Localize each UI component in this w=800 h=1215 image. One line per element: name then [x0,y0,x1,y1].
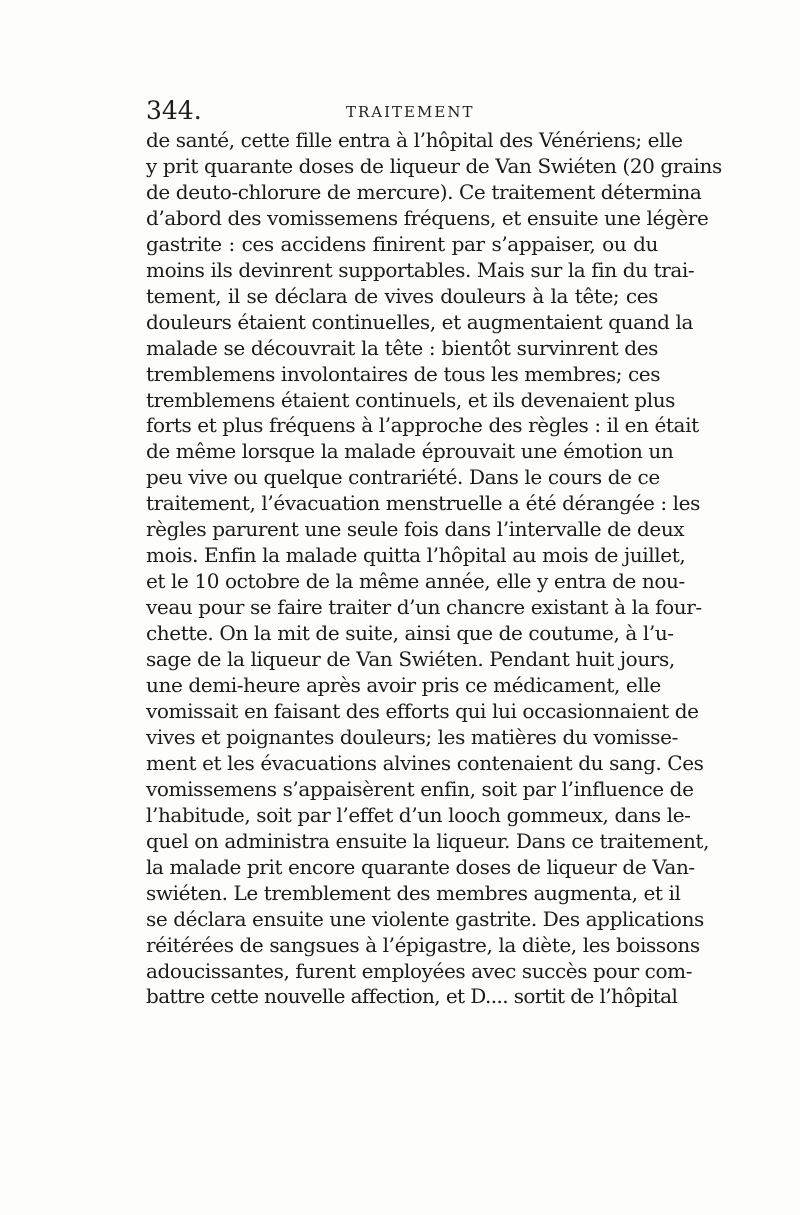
text-line: peu vive ou quelque contrariété. Dans le cours de ce [146,465,660,490]
text-line: de même lorsque la malade éprouvait une émotion un [146,439,674,464]
text-line: veau pour se faire traiter d’un chancre existant à la four- [146,595,702,620]
text-line: adoucissantes, furent employées avec succès pour com- [146,958,693,983]
text-line: la malade prit encore quarante doses de liqueur de Van- [146,854,695,879]
text-line: gastrite : ces accidens finirent par s’appaiser, ou du [146,231,658,256]
text-line: tremblemens involontaires de tous les membres; ces [146,361,661,386]
text-line: chette. On la mit de suite, ainsi que de coutume, à l’u- [146,621,674,646]
text-line: de deuto-chlorure de mercure). Ce traitement détermina [146,179,702,204]
text-line: réitérées de sangsues à l’épigastre, la diète, les boissons [146,932,700,957]
text-line: règles parurent une seule fois dans l’intervalle de deux [146,517,685,542]
text-line: vomissemens s’appaisèrent enfin, soit par l’influence de [146,776,694,801]
text-line: traitement, l’évacuation menstruelle a été dérangée : les [146,491,700,516]
text-line: battre cette nouvelle affection, et D.... sortit de l’hôpital [146,984,678,1009]
running-title: TRAITEMENT [346,103,475,121]
text-line: y prit quarante doses de liqueur de Van Swiéten (20 grains [146,153,722,178]
text-line: malade se découvrait la tête : bientôt survinrent des [146,335,658,360]
text-line: et le 10 octobre de la même année, elle y entra de nou- [146,569,685,594]
text-line: de santé, cette fille entra à l’hôpital des Vénériens; elle [146,128,683,152]
text-line: se déclara ensuite une violente gastrite. Des applications [146,906,704,931]
text-line: sage de la liqueur de Van Swiéten. Pendant huit jours, [146,647,675,672]
text-line: douleurs étaient continuelles, et augmentaient quand la [146,309,694,334]
body-text [146,128,722,1010]
text-line: mois. Enfin la malade quitta l’hôpital au mois de juillet, [146,543,686,568]
running-head [146,96,658,126]
text-line: moins ils devinrent supportables. Mais sur la fin du trai- [146,257,695,282]
text-line: forts et plus fréquens à l’approche des règles : il en était [146,413,699,438]
text-line: vomissait en faisant des efforts qui lui occasionnaient de [146,698,699,723]
text-line: ment et les évacuations alvines contenaient du sang. Ces [146,750,704,775]
text-line: vives et poignantes douleurs; les matières du vomisse- [146,724,678,749]
page-number: 344. [146,96,202,125]
text-line: quel on administra ensuite la liqueur. Dans ce traitement, [146,828,710,853]
text-line: une demi-heure après avoir pris ce médicament, elle [146,673,661,698]
text-line: tement, il se déclara de vives douleurs à la tête; ces [146,283,658,308]
text-line: d’abord des vomissemens fréquens, et ensuite une légère [146,205,709,230]
text-line: swiéten. Le tremblement des membres augmenta, et il [146,880,681,905]
text-line: l’habitude, soit par l’effet d’un looch gommeux, dans le- [146,802,691,827]
text-line: tremblemens étaient continuels, et ils devenaient plus [146,387,676,412]
